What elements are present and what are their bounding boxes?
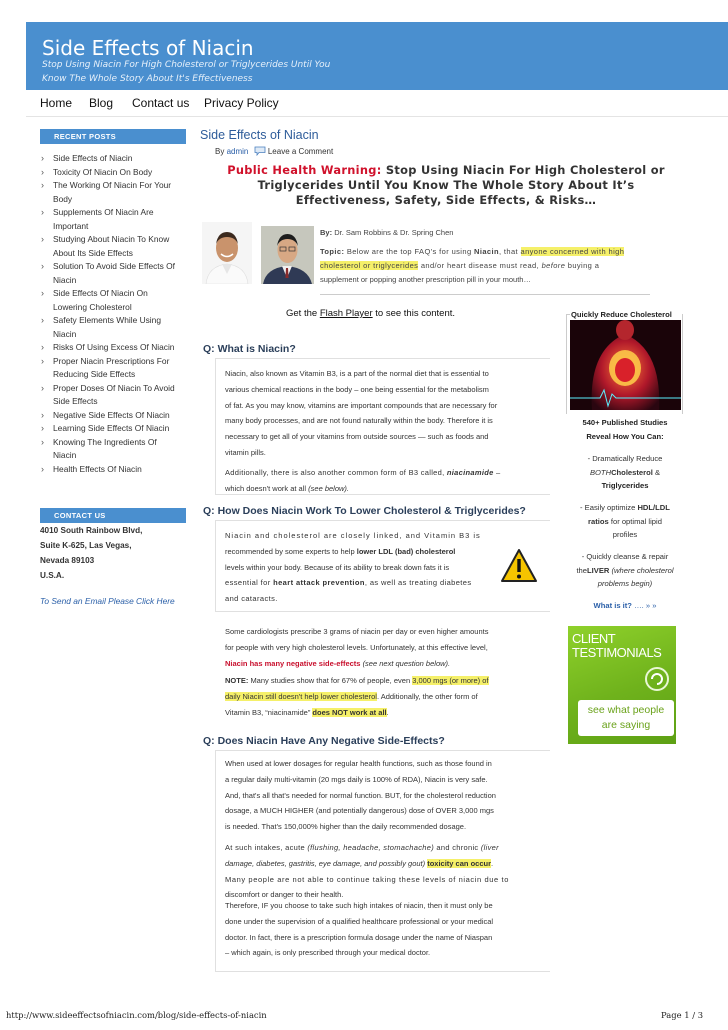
warning-line-3: Effectiveness, Safety, Side Effects, & Risks…: [295, 193, 597, 207]
topic-text-1c: , that: [498, 247, 519, 256]
benefit-2-lipid: for optimal lipid: [610, 516, 662, 526]
benefit-2-hdl-ldl: HDL/LDL: [637, 503, 670, 512]
right-box-left-edge: [566, 314, 567, 414]
recent-post-label: Side Effects: [53, 396, 98, 406]
chevron-right-icon: ›: [41, 409, 44, 420]
chevron-right-icon: ›: [41, 288, 44, 298]
q2-line-3: levels within your body. Because of its ability to break down fats it is: [225, 562, 450, 572]
nav-divider: [26, 116, 728, 117]
q3-p3-line-1: Therefore, IF you choose to take such high intakes of niacin, then it must only be: [225, 901, 493, 910]
chevron-right-icon: ›: [41, 382, 44, 393]
recent-posts-list: [41, 152, 201, 476]
benefit-1: [566, 452, 684, 493]
note-highlight-2: daily Niacin still doesn't help lower cholesterol: [225, 691, 377, 701]
post-title[interactable]: Side Effects of Niacin: [200, 128, 319, 142]
site-tagline-line-2: Know The Whole Story About It's Effectiveness: [42, 74, 253, 84]
recent-post-label: Niacin: [53, 328, 77, 339]
byline-by: By: [215, 147, 225, 156]
chevron-right-icon: ›: [41, 355, 44, 366]
q2-note: [225, 673, 540, 720]
recent-post-item[interactable]: [41, 233, 201, 260]
q2-paragraph-2: [225, 624, 540, 671]
recent-posts-heading: RECENT POSTS: [40, 129, 186, 144]
recent-post-item[interactable]: [41, 152, 201, 166]
q2-line-2b: lower LDL (bad) cholesterol: [356, 546, 456, 556]
note-highlight-3: does NOT work at all: [312, 707, 387, 717]
address-line-2: Suite K-625, Las Vegas,: [40, 541, 132, 550]
recent-post-item[interactable]: [41, 179, 201, 206]
warning-sign-icon: [500, 548, 538, 584]
q2-line-4c: , as well as treating diabetes: [364, 578, 472, 588]
warning-line-2: Triglycerides Until You Know The Whole Story About It’s: [257, 178, 635, 192]
post-topic: [320, 245, 660, 287]
q2-line-1: Niacin and cholesterol are closely linked, and Vitamin B3 is: [225, 531, 481, 540]
q2-p2-line-2: for people with very high cholesterol levels. Unfortunately, at this effective level,: [225, 642, 488, 652]
q1-line-5: necessary to get all of your vitamins from outside sources — such as foods and: [225, 432, 489, 442]
quick-reduce-title[interactable]: Quickly Reduce Cholesterol: [571, 310, 672, 319]
recent-post-label: Niacin: [53, 274, 77, 285]
address-line-3: Nevada 89103: [40, 556, 95, 565]
recent-post-label: Lowering Cholesterol: [53, 301, 132, 312]
recent-post-label: Niacin: [53, 450, 77, 460]
q3-p1-line-1: When used at lower dosages for regular health functions, such as those found in: [225, 759, 492, 768]
q1-line-2: various chemical reactions in the body – one being essential for the metabolism: [225, 384, 489, 394]
flash-text-2: to see this content.: [375, 308, 456, 319]
recent-post-item[interactable]: [41, 463, 201, 477]
recent-post-label: Supplements Of Niacin Are: [53, 207, 154, 217]
post-authors: [320, 228, 453, 237]
chevron-right-icon: ›: [41, 423, 44, 433]
page-number: Page 1 / 3: [661, 1010, 704, 1020]
recent-post-item[interactable]: [41, 422, 201, 436]
q3-p3-line-2: done under the supervision of a qualified healthcare professional or your medical: [225, 916, 494, 926]
public-health-warning: [208, 163, 684, 208]
benefit-2: [566, 501, 684, 542]
recent-post-label: Side Effects Of Niacin On: [53, 288, 148, 298]
benefit-3: [566, 550, 684, 591]
benefit-2-ratios: ratios: [588, 516, 609, 526]
chevron-right-icon: ›: [41, 261, 44, 271]
recent-post-label: Reducing Side Effects: [53, 369, 136, 379]
recent-post-item[interactable]: [41, 260, 201, 287]
benefit-2-profiles: profiles: [612, 530, 638, 540]
q2-line-4a: essential for: [225, 578, 271, 588]
q3-p2-1a: At such intakes, acute: [225, 843, 305, 852]
q1-extra-3: –: [495, 467, 501, 477]
benefit-3-where: (where cholesterol: [611, 565, 674, 575]
q1-extra-1: Additionally, there is also another common form of B3 called,: [225, 467, 445, 477]
recent-post-label: Proper Niacin Prescriptions For: [53, 355, 170, 366]
photo-dr-spring-chen: [261, 226, 314, 284]
chevron-right-icon: ›: [41, 166, 44, 177]
recent-post-label: Negative Side Effects Of Niacin: [53, 409, 170, 420]
recent-post-label: Risks Of Using Excess Of Niacin: [53, 342, 175, 352]
flash-player-link[interactable]: Flash Player: [319, 308, 373, 319]
benefit-3-problems: problems begin): [597, 579, 653, 589]
studies-line-2: Reveal How You Can:: [586, 431, 664, 441]
recent-post-item[interactable]: [41, 314, 201, 341]
chevron-right-icon: ›: [41, 463, 44, 474]
what-is-it-link[interactable]: What is it?: [593, 601, 632, 610]
recent-post-label: Side Effects of Niacin: [53, 153, 133, 163]
leave-comment-link[interactable]: Leave a Comment: [267, 147, 334, 156]
nav-blog[interactable]: Blog: [89, 96, 114, 110]
testimonials-title-2: TESTIMONIALS: [572, 645, 662, 660]
q3-p2-2a: damage, diabetes, gastritis, eye damage, and possibly gout): [225, 858, 426, 868]
q3-p2-4: discomfort or danger to their health.: [225, 890, 344, 900]
topic-text-2b: and/or heart disease must read,: [420, 261, 540, 270]
topic-text-1a: Below are the top FAQ's for using: [346, 247, 472, 256]
flash-notice: [286, 308, 455, 319]
topic-text-2c: before: [541, 261, 566, 270]
by-authors-label: By:: [320, 228, 333, 237]
heart-image[interactable]: [570, 320, 681, 410]
recent-post-item[interactable]: [41, 287, 201, 314]
chevron-right-icon: ›: [41, 207, 44, 217]
q2-p2-red: Niacin has many negative side-effects: [225, 658, 361, 668]
note-text-2: . Additionally, the other form of: [376, 691, 478, 701]
q3-p1-line-5: is needed. That's 150,000% higher than the daily recommended dosage.: [225, 822, 467, 832]
photo-dr-sam-robbins-image: [202, 222, 252, 284]
chevron-right-icon: ›: [41, 436, 44, 447]
studies-text: [566, 416, 684, 443]
refresh-circle-icon: [644, 666, 670, 692]
q2-p2-see-next: (see next question below).: [362, 658, 451, 668]
email-link[interactable]: To Send an Email Please Click Here: [40, 596, 175, 606]
topic-text-1b: Niacin: [474, 247, 499, 256]
chevron-right-icon: ›: [41, 234, 44, 244]
recent-post-label: Knowing The Ingredients Of: [53, 436, 157, 447]
testimonials-title-1: CLIENT: [572, 631, 616, 646]
testimonials-title: [572, 632, 661, 660]
warning-line-1: Stop Using Niacin For High Cholesterol or: [385, 163, 665, 177]
see-what-people-saying[interactable]: [578, 700, 674, 736]
q3-p3-line-3: doctor. In fact, there is a prescription formula dosage under the name of Niaspan: [225, 932, 493, 942]
address-line-1: 4010 South Rainbow Blvd,: [40, 526, 143, 535]
site-title[interactable]: Side Effects of Niacin: [42, 36, 254, 60]
recent-post-label: About Its Side Effects: [53, 247, 133, 258]
recent-post-item[interactable]: [41, 409, 201, 423]
benefit-1-line-1: - Dramatically Reduce: [587, 454, 663, 463]
comment-icon[interactable]: [254, 146, 266, 156]
q3-paragraph-2: [225, 840, 540, 903]
intro-divider: [320, 294, 650, 295]
benefit-1-both: BOTH: [589, 467, 612, 477]
q2-answer: [225, 528, 495, 607]
client-testimonials-banner[interactable]: [568, 626, 676, 744]
topic-label: Topic:: [320, 247, 345, 256]
recent-post-label: Studying About Niacin To Know: [53, 234, 170, 244]
q1-line-6: vitamin pills.: [225, 447, 266, 457]
chevron-right-icon: ›: [41, 180, 44, 190]
q3-p1-line-2: a regular daily multi-vitamin (20 mgs daily is 100% of RDA), Niacin is very safe.: [225, 774, 488, 784]
q2-line-4b: heart attack prevention: [273, 578, 365, 588]
by-authors-names: Dr. Sam Robbins & Dr. Spring Chen: [334, 228, 454, 237]
q3-heading: Q: Does Niacin Have Any Negative Side-Effects?: [203, 735, 445, 747]
chevron-right-icon: ›: [41, 342, 44, 352]
note-text-3a: Vitamin B3, “niacinamide”: [225, 707, 311, 717]
topic-text-3: supplement or popping another prescription pill in your mouth…: [320, 275, 531, 284]
benefit-1-cholesterol: Cholesterol: [611, 467, 653, 477]
note-text-3c: .: [386, 707, 389, 717]
q3-p3-line-4: – which again, is only prescribed through your medical doctor.: [225, 948, 431, 958]
topic-text-2d: buying a: [567, 261, 600, 270]
testimonials-cta-2: are saying: [601, 719, 651, 731]
recent-post-label: The Working Of Niacin For Your: [53, 180, 172, 190]
note-label: NOTE:: [225, 676, 249, 685]
recent-post-label: Important: [53, 220, 89, 231]
q3-p1-line-3: And, that's all that's needed for normal function. BUT, for the cholesterol reduction: [225, 790, 496, 800]
chevron-right-icon: ›: [41, 153, 44, 163]
benefit-3-the: the: [576, 565, 587, 575]
photo-dr-spring-chen-image: [261, 226, 314, 284]
q3-paragraph-3: [225, 898, 540, 961]
recent-post-item[interactable]: [41, 436, 201, 463]
q1-line-3: of fat. As you may know, vitamins are important compounds that are necessary for: [225, 400, 498, 410]
testimonials-cta-1: see what people: [587, 704, 665, 716]
contact-address: [40, 523, 142, 583]
note-text-1: Many studies show that for 67% of people, even: [250, 676, 411, 685]
topic-highlight-1: anyone concerned with high: [520, 247, 625, 256]
note-highlight-1: 3,000 mgs (or more) of: [412, 676, 489, 685]
benefit-3-line-1: - Quickly cleanse & repair: [581, 552, 669, 561]
q1-line-4: many body processes, and are not found naturally within the body. Therefore it is: [225, 416, 493, 426]
q3-p2-1d: (liver: [480, 843, 499, 852]
recent-post-label: Solution To Avoid Side Effects Of: [53, 261, 175, 271]
q3-p2-2c: .: [491, 858, 494, 868]
benefit-1-amp: &: [654, 467, 661, 477]
q3-paragraph-1: [225, 756, 540, 835]
what-is-it: [566, 599, 684, 613]
recent-post-item[interactable]: [41, 166, 201, 180]
recent-post-label: Health Effects Of Niacin: [53, 463, 142, 474]
nav-privacy-policy[interactable]: Privacy Policy: [204, 96, 279, 110]
chevron-right-icon: ›: [41, 315, 44, 325]
recent-post-label: Proper Doses Of Niacin To Avoid: [53, 382, 175, 393]
q1-line-1: Niacin, also known as Vitamin B3, is a part of the normal diet that is essential to: [225, 369, 489, 378]
recent-post-item[interactable]: [41, 355, 201, 382]
flash-text-1: Get the: [286, 308, 318, 319]
q3-p2-1c: and chronic: [436, 843, 479, 852]
author-link[interactable]: admin: [226, 147, 249, 156]
what-is-it-more[interactable]: …. » »: [634, 601, 657, 610]
q3-p2-1b: (flushing, headache, stomachache): [307, 843, 435, 852]
q1-extra-2: niacinamide: [446, 467, 494, 477]
q3-toxicity-highlight: toxicity can occur: [427, 858, 491, 868]
q1-extra: [225, 465, 540, 481]
q3-p2-3: Many people are not able to continue taking these levels of niacin due to: [225, 874, 509, 884]
q1-answer: [225, 366, 540, 496]
page-url: http://www.sideeffectsofniacin.com/blog/side-effects-of-niacin: [6, 1010, 267, 1020]
right-box-right-edge: [682, 314, 683, 414]
recent-post-label: Safety Elements While Using: [53, 315, 161, 325]
contact-us-heading: CONTACT US: [40, 508, 186, 523]
warning-label: Public Health Warning:: [227, 163, 382, 177]
q1-extra-4: which doesn't work at all: [225, 483, 307, 493]
photo-dr-sam-robbins: [202, 222, 252, 284]
q2-line-5: and cataracts.: [225, 594, 278, 604]
benefit-1-triglycerides: Triglycerides: [601, 481, 649, 491]
q1-extra-5: (see below).: [308, 483, 350, 493]
nav-contact-us[interactable]: Contact us: [132, 96, 190, 110]
site-header: [26, 22, 728, 90]
site-tagline-line-1: Stop Using Niacin For High Cholesterol or Triglycerides Until You: [42, 60, 331, 70]
nav-home[interactable]: Home: [40, 96, 73, 110]
recent-post-item[interactable]: [41, 341, 201, 355]
benefit-3-liver: LIVER: [587, 565, 610, 575]
q3-p1-line-4: dosage, a MUCH HIGHER (and potentially dangerous) dose of OVER 3,000 mgs: [225, 806, 494, 816]
topic-highlight-2: cholesterol or triglycerides: [320, 261, 419, 270]
benefit-2-text: - Easily optimize: [580, 503, 636, 512]
recent-post-item[interactable]: [41, 206, 201, 233]
studies-line-1: 540+ Published Studies: [582, 418, 668, 427]
recent-post-label: Body: [53, 193, 73, 204]
q1-heading: Q: What is Niacin?: [203, 343, 296, 355]
heart-illustration: [570, 320, 681, 410]
q2-p2-line-1: Some cardiologists prescribe 3 grams of niacin per day or even higher amounts: [225, 627, 489, 636]
recent-post-item[interactable]: [41, 382, 201, 409]
q2-line-2a: recommended by some experts to help: [225, 546, 355, 556]
address-line-4: U.S.A.: [40, 571, 65, 580]
post-byline: [215, 146, 333, 156]
q2-heading: Q: How Does Niacin Work To Lower Cholesterol & Triglycerides?: [203, 505, 526, 517]
recent-post-label: Learning Side Effects Of Niacin: [53, 423, 170, 433]
recent-post-label: Toxicity Of Niacin On Body: [53, 166, 153, 177]
